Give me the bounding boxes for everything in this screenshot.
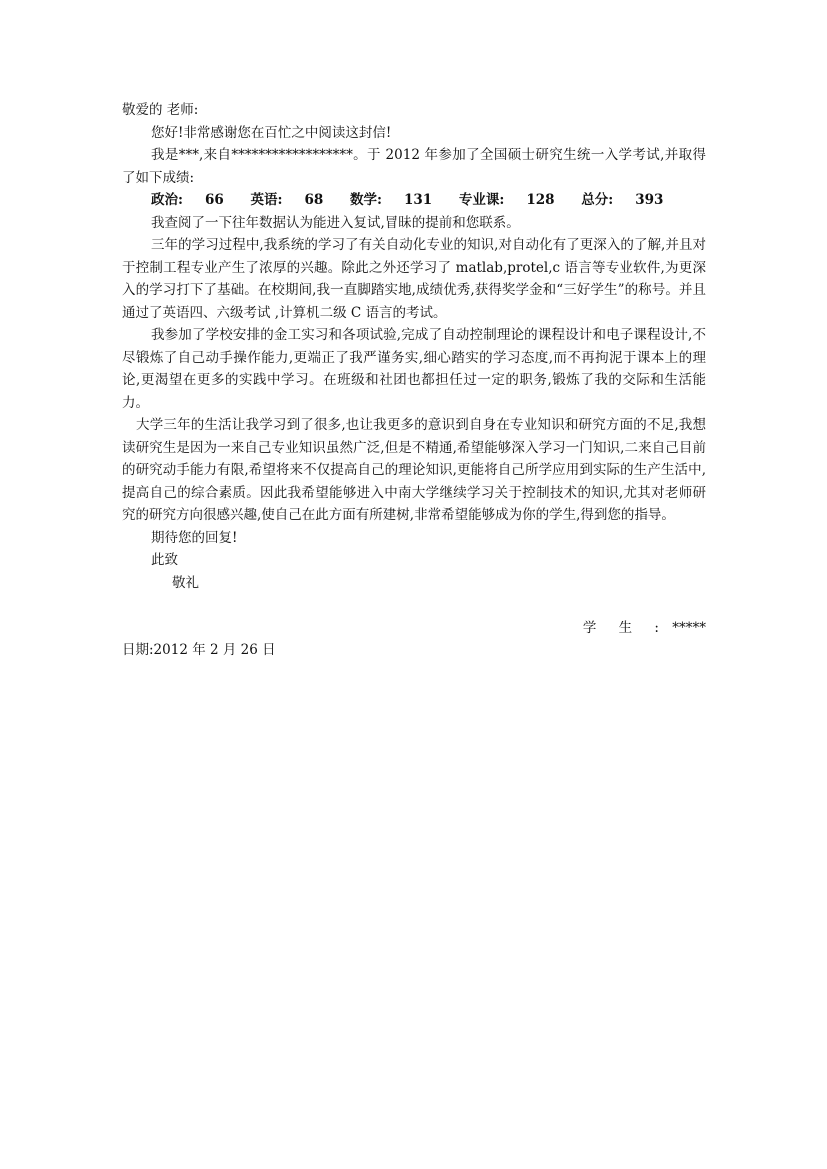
score-major: 专业课: 128 (458, 192, 555, 208)
signature-label: 学 生 : (582, 619, 668, 636)
contact-paragraph: 我查阅了一下往年数据认为能进入复试,冒昧的提前和您联系。 (151, 214, 520, 231)
date-line: 日期:2012 年 2 月 26 日 (122, 642, 276, 658)
signature-name: ***** (672, 619, 706, 636)
scores-row (122, 189, 706, 212)
closing-jingli: 敬礼 (172, 574, 199, 591)
score-total: 总分: 393 (581, 192, 664, 208)
closing-expect: 期待您的回复! (151, 529, 238, 546)
salutation: 敬爱的 老师: (122, 102, 199, 118)
score-math: 数学: 131 (349, 192, 433, 208)
score-politics: 政治: 66 (151, 192, 224, 208)
study-paragraph: 三年的学习过程中,我系统的学习了有关自动化专业的知识,对自动化有了更深入的了解,并且对于控制工程专业产生了浓厚的兴趣。除此之外还学习了 matlab,protel,c 语言等专业软件,为更深入的学习打下了基础。在校期间,我一直脚踏实地,成绩优秀,获得奖学金和“三好学生”的称号。并且通过了英语四、六级考试 ,计算机二级 C 语言的考试。 (122, 237, 706, 321)
score-english: 英语: 68 (250, 192, 324, 208)
greeting: 您好!非常感谢您在百忙之中阅读这封信! (151, 124, 392, 141)
practice-paragraph: 我参加了学校安排的金工实习和各项试验,完成了自动控制理论的课程设计和电子课程设计,不尽锻炼了自己动手操作能力,更端正了我严谨务实,细心踏实的学习态度,而不再拘泥于课本上的理论,更渴望在更多的实践中学习。在班级和社团也都担任过一定的职务,锻炼了我的交际和生活能力。 (122, 327, 706, 411)
letter-body (122, 99, 706, 662)
signature (122, 617, 706, 640)
closing-cizhi: 此致 (151, 552, 178, 568)
intro-paragraph: 我是***,来自******************。于 2012 年参加了全国硕士研究生统一入学考试,并取得了如下成绩: (122, 147, 706, 186)
spacer (122, 594, 706, 617)
motivation-paragraph: 大学三年的生活让我学习到了很多,也让我更多的意识到自身在专业知识和研究方面的不足,我想读研究生是因为一来自己专业知识虽然广泛,但是不精通,希望能够深入学习一门知识,二来自己目前的研究动手能力有限,希望将来不仅提高自己的理论知识,更能将自己所学应用到实际的生产生活中,提高自己的综合素质。因此我希望能够进入中南大学继续学习关于控制技术的知识,尤其对老师研究的研究方向很感兴趣,使自己在此方面有所建树,非常希望能够成为你的学生,得到您的指导。 (122, 417, 706, 523)
